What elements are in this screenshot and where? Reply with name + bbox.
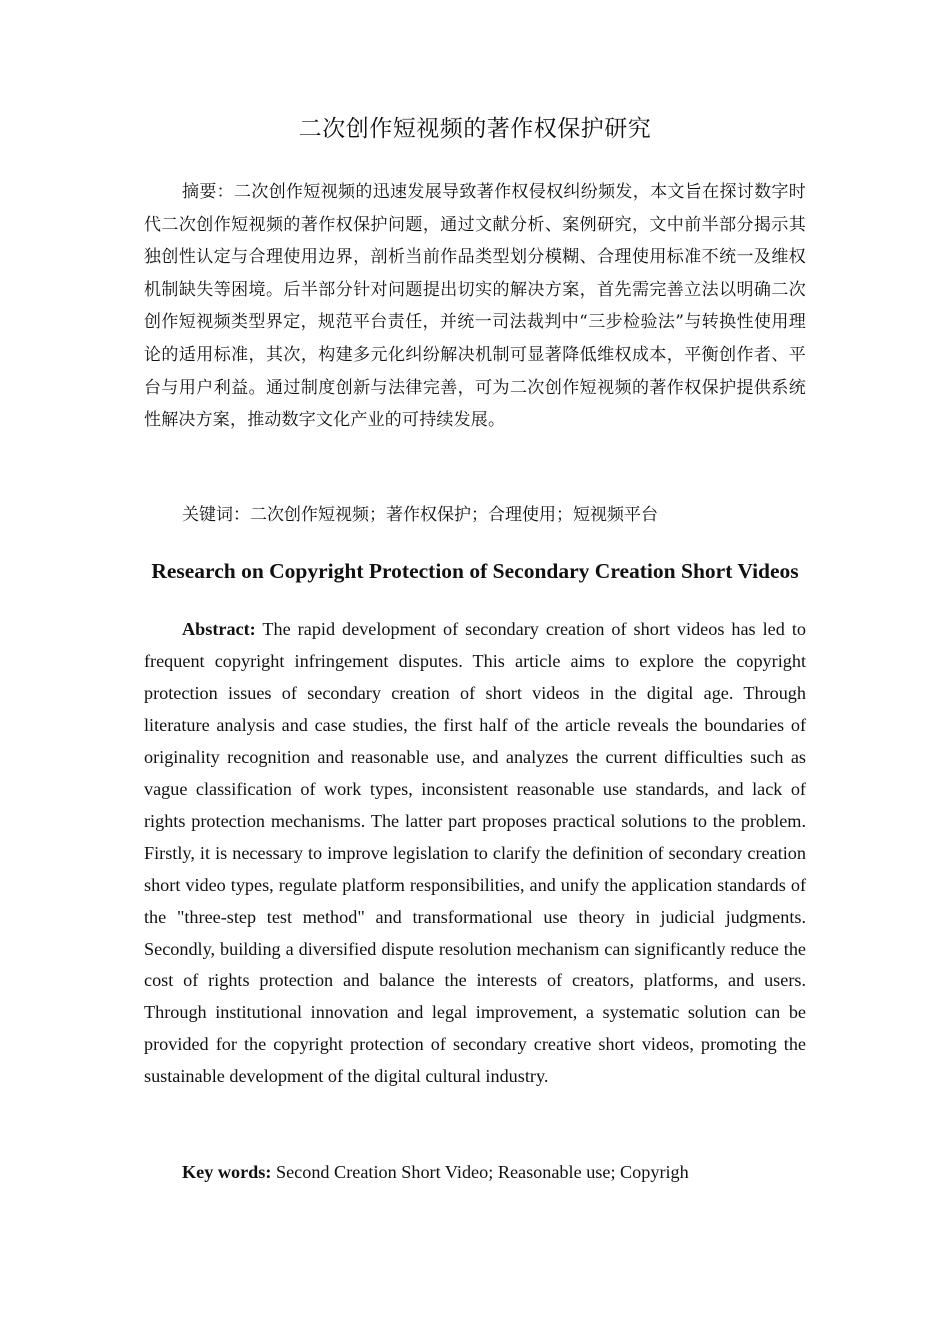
- english-abstract-text: The rapid development of secondary creation of short videos has led to frequent copyright infringement disputes. This article aims to explore the copyright protection issues of secondary creation of short videos in the digital age. Through literature analysis and case studies, the first half of the article reveals the boundaries of originality recognition and reasonable use, and analyzes the current difficulties such as vague classification of work types, inconsistent reasonable use standards, and lack of rights protection mechanisms. The latter part proposes practical solutions to the problem. Firstly, it is necessary to improve legislation to clarify the definition of secondary creation short video types, regulate platform responsibilities, and unify the application standards of the "three-step test method" and transformational use theory in judicial judgments. Secondly, building a diversified dispute resolution mechanism can significantly reduce the cost of rights protection and balance the interests of creators, platforms, and users. Through institutional innovation and legal improvement, a systematic solution can be provided for the copyright protection of secondary creative short videos, promoting the sustainable development of the digital cultural industry.: [144, 619, 806, 1087]
- chinese-keywords: [182, 499, 806, 531]
- english-keywords-text: Second Creation Short Video; Reasonable use; Copyrigh: [271, 1162, 689, 1182]
- english-keywords-label: Key words:: [182, 1162, 272, 1182]
- english-abstract-label: Abstract:: [182, 619, 256, 639]
- chinese-abstract-label: 摘要：: [182, 182, 235, 202]
- chinese-keywords-text: 二次创作短视频；著作权保护；合理使用；短视频平台: [250, 505, 658, 525]
- english-abstract: [144, 614, 806, 1093]
- english-title: Research on Copyright Protection of Secondary Creation Short Videos: [151, 559, 799, 583]
- chinese-abstract-text: 二次创作短视频的迅速发展导致著作权侵权纠纷频发，本文旨在探讨数字时代二次创作短视频的著作权保护问题，通过文献分析、案例研究，文中前半部分揭示其独创性认定与合理使用边界，剖析当前作品类型划分模糊、合理使用标准不统一及维权机制缺失等困境。后半部分针对问题提出切实的解决方案，首先需完善立法以明确二次创作短视频类型界定，规范平台责任，并统一司法裁判中“三步检验法”与转换性使用理论的适用标准，其次，构建多元化纠纷解决机制可显著降低维权成本，平衡创作者、平台与用户利益。通过制度创新与法律完善，可为二次创作短视频的著作权保护提供系统性解决方案，推动数字文化产业的可持续发展。: [144, 182, 806, 431]
- english-keywords: [182, 1156, 806, 1188]
- chinese-title: 二次创作短视频的著作权保护研究: [298, 116, 652, 142]
- chinese-keywords-label: 关键词：: [182, 505, 250, 525]
- chinese-abstract: [144, 176, 806, 437]
